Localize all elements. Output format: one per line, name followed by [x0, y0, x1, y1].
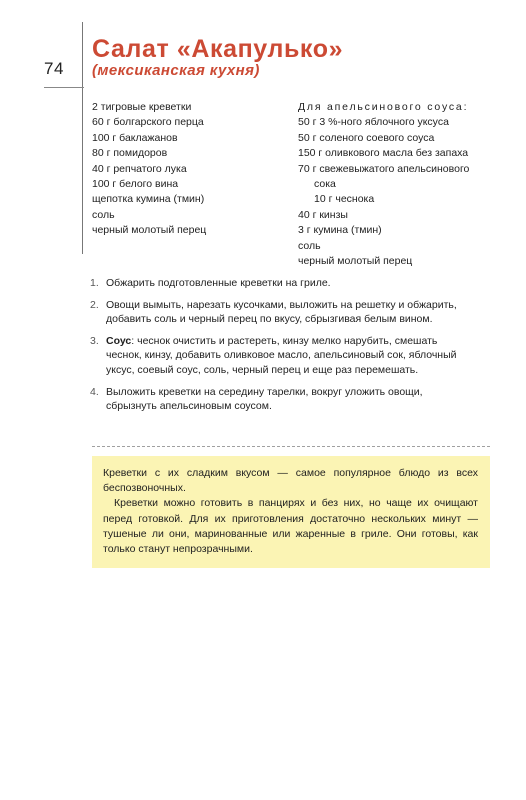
title-underline-rule: [44, 87, 84, 88]
note-paragraph: Креветки можно готовить в панцирях и без них, но чаще их очищают перед готовкой. Для их приготовления достаточно нескольких минут — тушеные ли они, маринованные или жаренные в гриле. Они готовы, как только станут непрозрачными.: [103, 497, 478, 556]
ingredient-item: соль: [298, 239, 321, 252]
ingredient-item: 2 тигровые креветки: [92, 101, 192, 113]
ingredient-item: 3 г кумина (тмин): [298, 224, 382, 237]
step-text: [106, 277, 331, 289]
step-item: [86, 334, 472, 378]
step-body: Выложить креветки на середину тарелки, вокруг уложить овощи, сбрызнуть апельсиновым соусом.: [106, 385, 423, 413]
note-paragraph: Креветки с их сладким вкусом — самое популярное блюдо из всех беспозвоночных.: [103, 467, 478, 495]
ingredient-item: 100 г баклажанов: [92, 131, 178, 144]
ingredient-item: 100 г белого вина: [92, 178, 179, 191]
ingredient-item: черный молотый перец: [92, 224, 207, 237]
main-ingredients-list: [92, 100, 282, 239]
ingredient-item: 70 г свежевыжатого апельсинового: [298, 162, 470, 175]
step-text: [106, 299, 457, 326]
ingredient-item: 150 г оливкового масла без запаха: [298, 147, 469, 160]
left-vertical-rule: [82, 22, 83, 254]
page-number: 74: [44, 59, 64, 78]
ingredient-item: 40 г репчатого лука: [92, 162, 187, 175]
step-bold-lead: Соус: [106, 334, 132, 347]
ingredient-item: 80 г помидоров: [92, 147, 168, 160]
step-item: [86, 385, 472, 414]
step-text: [106, 335, 457, 376]
step-number: 3.: [90, 334, 99, 347]
step-text: [106, 386, 423, 413]
sauce-ingredients-list: [298, 100, 498, 269]
step-body: Овощи вымыть, нарезать кусочками, выложить на решетку и обжарить, добавить соль и черный перец по вкусу, сбрызгивая белым вином.: [106, 298, 457, 326]
sauce-heading: Для апельсинового соуса:: [298, 101, 469, 113]
ingredient-item-continuation: сока: [314, 178, 336, 191]
ingredient-item: 50 г 3 %-ного яблочного уксуса: [298, 116, 449, 129]
section-divider: [92, 446, 490, 447]
step-item: [86, 276, 472, 291]
ingredient-item: 50 г соленого соевого соуса: [298, 131, 435, 144]
preparation-steps: [86, 276, 472, 421]
step-number: 2.: [90, 298, 99, 311]
recipe-title: Салат «Акапулько»: [92, 35, 344, 63]
ingredient-item: черный молотый перец: [298, 255, 413, 268]
step-number: 1.: [90, 277, 99, 289]
ingredient-item: щепотка кумина (тмин): [92, 193, 205, 206]
ingredient-item: соль: [92, 208, 115, 221]
step-item: [86, 298, 472, 327]
ingredient-item: 40 г кинзы: [298, 208, 348, 221]
ingredient-item: 10 г чеснока: [314, 193, 375, 206]
step-number: 4.: [90, 385, 99, 398]
step-body: : чеснок очистить и растереть, кинзу мелко нарубить, смешать чеснок, кинзу, добавить оливковое масло, апельсиновый сок, яблочный уксус, соевый соус, соль, черный перец и еще раз перемешать.: [106, 334, 457, 376]
note-box: [92, 456, 490, 568]
step-body: Обжарить подготовленные креветки на гриле.: [106, 277, 331, 289]
recipe-subtitle: (мексиканская кухня): [92, 62, 260, 79]
ingredient-item: 60 г болгарского перца: [92, 116, 204, 129]
